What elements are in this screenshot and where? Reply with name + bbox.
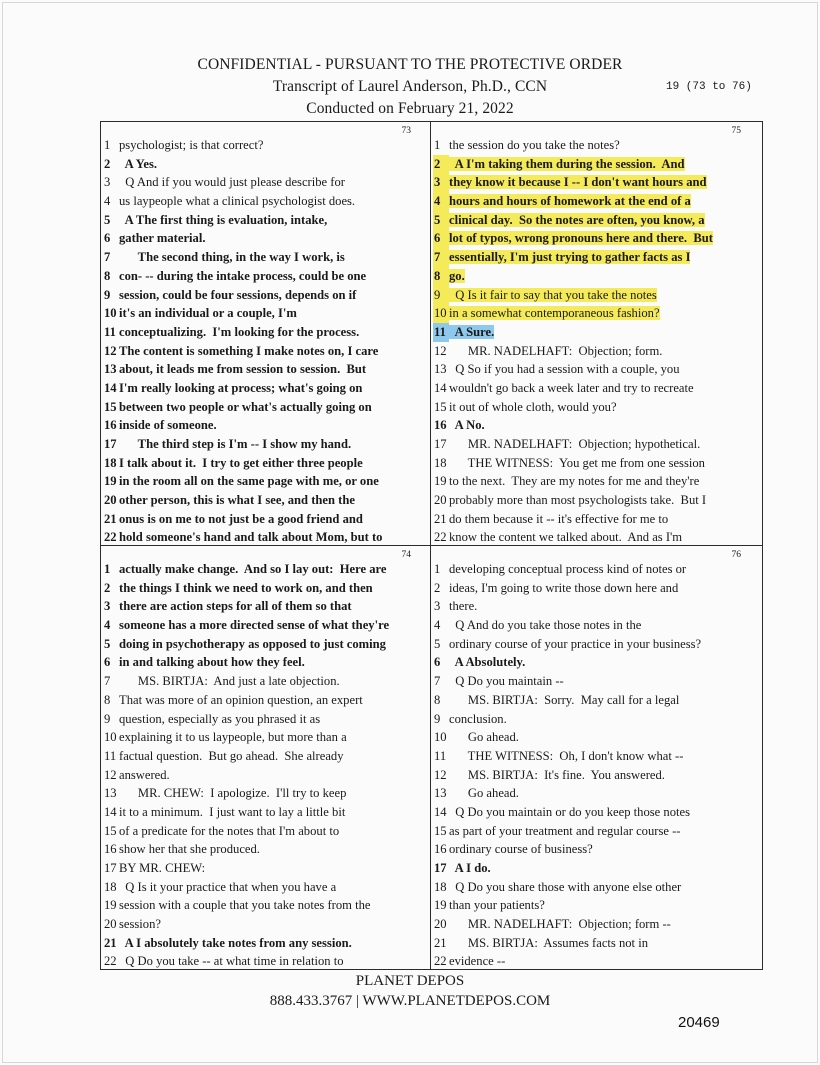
line-text: in the room all on the same page with me, or one (119, 474, 379, 489)
line-number: 22 (104, 530, 117, 545)
line-text: hold someone's hand and talk about Mom, but to (119, 530, 383, 545)
line-number: 5 (104, 636, 111, 651)
line-text: A I'm taking them during the session. And (449, 156, 685, 171)
line-number: 4 (434, 618, 441, 633)
line-number: 16 (104, 418, 117, 433)
line-number: 8 (434, 692, 441, 707)
line-number: 22 (434, 530, 447, 545)
line-number: 18 (104, 455, 117, 470)
transcript-line (103, 342, 429, 361)
line-number: 2 (434, 580, 441, 595)
line-text: doing in psychotherapy as opposed to just coming (119, 636, 386, 651)
transcript-line (103, 472, 429, 491)
line-text: onus is on me to not just be a good friend and (119, 511, 363, 526)
transcript-title: Transcript of Laurel Anderson, Ph.D., CCN (272, 78, 548, 95)
line-number: 11 (104, 748, 117, 763)
line-number: 9 (433, 286, 449, 305)
transcript-line (433, 915, 759, 934)
transcript-line (433, 136, 759, 155)
transcript-line (103, 560, 429, 579)
line-text: MS. BIRTJA: Sorry. May call for a legal (449, 692, 680, 707)
line-text: Q Is it fair to say that you take the notes (449, 287, 657, 302)
line-number: 9 (104, 711, 111, 726)
line-text: session? (119, 917, 161, 932)
transcript-line (103, 491, 429, 510)
transcript-line (433, 635, 759, 654)
transcript-line (433, 528, 759, 546)
line-number: 5 (433, 211, 449, 230)
transcript-line (103, 155, 429, 174)
line-text: ideas, I'm going to write those down here and (449, 580, 679, 595)
line-text: ordinary course of business? (449, 842, 593, 857)
transcript-line (433, 747, 759, 766)
transcript-line (103, 728, 429, 747)
line-number: 8 (104, 692, 111, 707)
line-number: 13 (104, 362, 117, 377)
transcript-line (103, 579, 429, 598)
line-number: 20 (104, 917, 117, 932)
line-text: MR. NADELHAFT: Objection; form. (449, 343, 663, 358)
line-text: the things I think we need to work on, and then (119, 580, 373, 595)
line-number: 15 (104, 399, 117, 414)
transcript-line (433, 379, 759, 398)
transcript-line (103, 454, 429, 473)
transcript-line (433, 822, 759, 841)
bates-number: 20469 (678, 1014, 720, 1031)
line-text: THE WITNESS: You get me from one session (449, 455, 705, 470)
line-number: 21 (434, 511, 447, 526)
transcript-line (103, 747, 429, 766)
line-number: 20 (434, 493, 447, 508)
line-text: MS. BIRTJA: It's fine. You answered. (449, 767, 665, 782)
transcript-lines (433, 136, 759, 546)
line-text: someone has a more directed sense of what they're (119, 618, 390, 633)
line-number: 15 (434, 823, 447, 838)
line-number: 21 (104, 511, 117, 526)
transcript-line (433, 286, 759, 305)
line-number: 6 (433, 229, 449, 248)
line-number: 17 (104, 437, 117, 451)
line-text: I talk about it. I try to get either three people (119, 455, 363, 470)
transcript-line (103, 672, 429, 691)
line-text: Q Do you share those with anyone else other (449, 879, 682, 894)
line-text: do them because it -- it's effective for me to (449, 511, 669, 526)
line-text: Q Do you maintain or do you keep those notes (449, 804, 690, 819)
transcript-line (433, 803, 759, 822)
line-number: 12 (434, 767, 447, 782)
line-text: answered. (119, 767, 170, 782)
line-text: us laypeople what a clinical psychologist does. (119, 194, 356, 209)
line-text: gather material. (119, 231, 206, 246)
deposition-date: Conducted on February 21, 2022 (306, 100, 514, 117)
transcript-line (103, 597, 429, 616)
transcript-line (433, 672, 759, 691)
line-number: 11 (104, 324, 116, 339)
line-text: BY MR. CHEW: (119, 861, 206, 875)
transcript-line (433, 728, 759, 747)
line-text: than your patients? (449, 898, 545, 913)
line-text: session with a couple that you take notes from the (119, 898, 371, 913)
transcript-line (103, 915, 429, 934)
line-text: Q Is it your practice that when you have a (119, 879, 337, 894)
line-text: A Absolutely. (449, 655, 526, 670)
transcript-line (433, 472, 759, 491)
transcript-line (103, 192, 429, 211)
transcript-line (103, 136, 429, 155)
line-number: 6 (104, 231, 111, 246)
line-number: 14 (104, 380, 117, 395)
transcript-line (103, 267, 429, 286)
line-number: 11 (434, 748, 447, 763)
transcript-line (103, 822, 429, 841)
line-text: other person, this is what I see, and then the (119, 493, 355, 508)
transcript-line (103, 528, 429, 546)
line-text: MR. CHEW: I apologize. I'll try to keep (119, 786, 347, 801)
transcript-line (433, 859, 759, 878)
transcript-line (103, 248, 429, 267)
transcript-line (103, 766, 429, 785)
transcript-line (433, 360, 759, 379)
line-number: 1 (104, 562, 111, 576)
transcript-page-75 (431, 122, 759, 546)
line-text: The second thing, in the way I work, is (119, 250, 345, 265)
line-text: That was more of an opinion question, an expert (119, 692, 363, 707)
line-text: evidence -- (449, 954, 506, 969)
line-number: 10 (104, 730, 117, 745)
transcript-line (433, 416, 759, 435)
line-text: Q So if you had a session with a couple, you (449, 362, 680, 377)
line-number: 22 (104, 954, 117, 969)
transcript-line (433, 934, 759, 953)
line-number: 18 (434, 879, 447, 894)
transcript-line (433, 342, 759, 361)
transcript-line (433, 784, 759, 803)
line-text: actually make change. And so I lay out: Here are (119, 562, 387, 576)
transcript-lines (433, 560, 759, 970)
line-text: in a somewhat contemporaneous fashion? (449, 306, 660, 321)
line-number: 6 (104, 655, 111, 670)
line-text: The third step is I'm -- I show my hand. (119, 437, 352, 451)
line-text: go. (449, 268, 465, 283)
transcript-line (103, 416, 429, 435)
line-number: 22 (434, 954, 447, 969)
transcript-line (103, 934, 429, 953)
line-text: ordinary course of your practice in your business? (449, 636, 702, 651)
transcript-line (103, 952, 429, 970)
transcript-line (433, 597, 759, 616)
line-text: The content is something I make notes on, I care (119, 343, 379, 358)
line-text: they know it because I -- I don't want hours and (449, 175, 707, 190)
transcript-line (103, 653, 429, 672)
line-text: know the content we talked about. And as I'm (449, 530, 683, 545)
transcript-line (433, 896, 759, 915)
line-number: 14 (104, 804, 117, 819)
transcript-page-73 (101, 122, 429, 546)
transcript-line (103, 211, 429, 230)
line-number: 16 (104, 842, 117, 857)
line-number: 8 (433, 267, 449, 286)
line-text: of a predicate for the notes that I'm about to (119, 823, 340, 838)
line-text: Go ahead. (449, 786, 519, 801)
line-number: 2 (104, 156, 111, 171)
transcript-line (433, 766, 759, 785)
line-number: 8 (104, 268, 111, 283)
line-number: 7 (434, 674, 441, 689)
line-text: A The first thing is evaluation, intake, (119, 212, 328, 227)
transcript-line (103, 896, 429, 915)
line-number: 4 (104, 194, 111, 209)
line-number: 19 (434, 474, 447, 489)
transcript-line (433, 653, 759, 672)
line-number: 21 (104, 935, 117, 950)
page-number: 75 (731, 126, 741, 136)
line-text: MS. BIRTJA: Assumes facts not in (449, 935, 649, 950)
transcript-line (433, 323, 759, 342)
line-text: conceptualizing. I'm looking for the process. (119, 324, 360, 339)
line-text: there are action steps for all of them so that (119, 599, 352, 614)
transcript-line (433, 579, 759, 598)
line-text: conclusion. (449, 711, 507, 726)
line-number: 19 (104, 474, 117, 489)
line-number: 18 (104, 879, 117, 894)
line-text: A No. (449, 418, 485, 433)
line-number: 10 (434, 730, 447, 745)
transcript-line (103, 803, 429, 822)
line-text: probably more than most psychologists take. But I (449, 493, 707, 508)
line-number: 1 (434, 138, 441, 152)
transcript-line (433, 211, 759, 230)
line-number: 13 (104, 786, 117, 801)
line-text: Q Do you take -- at what time in relation to (119, 954, 344, 969)
transcript-line (433, 510, 759, 529)
line-text: in and talking about how they feel. (119, 655, 305, 670)
line-text: Q And do you take those notes in the (449, 618, 642, 633)
line-text: A I do. (449, 861, 491, 875)
line-text: psychologist; is that correct? (119, 138, 264, 152)
line-text: lot of typos, wrong pronouns here and there. But (449, 231, 713, 246)
transcript-page-76 (431, 546, 759, 970)
footer-contact: 888.433.3767 | WWW.PLANETDEPOS.COM (269, 993, 551, 1009)
transcript-line (433, 691, 759, 710)
transcript-line (103, 635, 429, 654)
transcript-line (433, 840, 759, 859)
transcript-line (103, 304, 429, 323)
line-number: 1 (104, 138, 111, 152)
line-number: 7 (104, 250, 111, 265)
transcript-lines (103, 560, 429, 970)
line-text: there. (449, 599, 478, 614)
page-number: 74 (401, 550, 411, 560)
transcript-line (103, 859, 429, 878)
line-text: question, especially as you phrased it as (119, 711, 321, 726)
transcript-line (433, 155, 759, 174)
transcript-line (103, 691, 429, 710)
line-number: 3 (434, 599, 441, 614)
line-text: it's an individual or a couple, I'm (119, 306, 297, 321)
transcript-grid (100, 121, 763, 970)
transcript-line (103, 229, 429, 248)
transcript-page-74 (101, 546, 429, 970)
line-text: inside of someone. (119, 418, 217, 433)
transcript-line (103, 510, 429, 529)
line-number: 1 (434, 562, 441, 576)
line-text: about, it leads me from session to session. But (119, 362, 367, 377)
line-number: 13 (434, 786, 447, 801)
transcript-line (103, 616, 429, 635)
line-number: 2 (104, 580, 111, 595)
line-number: 17 (434, 861, 447, 875)
line-text: A Yes. (119, 156, 158, 171)
line-number: 14 (434, 804, 447, 819)
line-number: 14 (434, 380, 447, 395)
transcript-line (103, 360, 429, 379)
line-text: THE WITNESS: Oh, I don't know what -- (449, 748, 684, 763)
transcript-line (433, 192, 759, 211)
line-text: A I absolutely take notes from any session. (119, 935, 352, 950)
line-text: the session do you take the notes? (449, 138, 620, 152)
transcript-line (433, 952, 759, 970)
line-number: 7 (104, 674, 111, 689)
line-text: it out of whole cloth, would you? (449, 399, 617, 414)
line-number: 12 (104, 343, 117, 358)
line-number: 3 (433, 173, 449, 192)
transcript-lines (103, 136, 429, 546)
confidentiality-header: CONFIDENTIAL - PURSUANT TO THE PROTECTIVE ORDER (197, 56, 623, 73)
line-number: 17 (104, 861, 117, 875)
transcript-line (103, 435, 429, 454)
line-text: it to a minimum. I just want to lay a little bit (119, 804, 346, 819)
line-number: 16 (434, 842, 447, 857)
line-text: hours and hours of homework at the end of a (449, 194, 691, 209)
line-number: 12 (104, 767, 117, 782)
line-number: 20 (104, 493, 117, 508)
line-text: MS. BIRTJA: And just a late objection. (119, 674, 340, 689)
line-number: 15 (434, 399, 447, 414)
transcript-line (433, 229, 759, 248)
line-text: essentially, I'm just trying to gather facts as I (449, 250, 691, 265)
line-text: Q Do you maintain -- (449, 674, 564, 689)
line-text: MR. NADELHAFT: Objection; hypothetical. (449, 437, 701, 451)
line-number: 5 (104, 212, 111, 227)
line-number: 17 (434, 437, 447, 451)
line-number: 6 (434, 655, 441, 670)
line-text: Go ahead. (449, 730, 519, 745)
line-number: 4 (104, 618, 111, 633)
transcript-line (103, 398, 429, 417)
line-text: wouldn't go back a week later and try to recreate (449, 380, 694, 395)
line-number: 12 (434, 343, 447, 358)
transcript-line (103, 710, 429, 729)
line-text: I'm really looking at process; what's going on (119, 380, 363, 395)
line-number: 2 (433, 155, 449, 174)
line-text: clinical day. So the notes are often, you know, a (449, 212, 705, 227)
transcript-line (433, 398, 759, 417)
line-text: MR. NADELHAFT: Objection; form -- (449, 917, 671, 932)
transcript-line (103, 784, 429, 803)
line-number: 4 (433, 192, 449, 211)
line-number: 3 (104, 175, 111, 190)
transcript-line (103, 878, 429, 897)
transcript-line (103, 379, 429, 398)
line-number: 7 (433, 248, 449, 267)
line-number: 15 (104, 823, 117, 838)
line-number: 11 (433, 323, 449, 342)
line-number: 20 (434, 917, 447, 932)
transcript-line (433, 267, 759, 286)
transcript-line (433, 491, 759, 510)
transcript-line (433, 878, 759, 897)
transcript-line (103, 173, 429, 192)
line-number: 16 (434, 418, 447, 433)
transcript-line (433, 248, 759, 267)
line-text: explaining it to us laypeople, but more than a (119, 730, 347, 745)
line-number: 18 (434, 455, 447, 470)
transcript-line (433, 173, 759, 192)
line-number: 10 (433, 304, 449, 323)
line-number: 19 (104, 898, 117, 913)
line-text: con- -- during the intake process, could be one (119, 268, 367, 283)
line-text: as part of your treatment and regular course -- (449, 823, 681, 838)
transcript-line (103, 840, 429, 859)
line-number: 10 (104, 306, 117, 321)
page-number: 76 (731, 550, 741, 560)
line-text: factual question. But go ahead. She already (119, 748, 344, 763)
line-text: Q And if you would just please describe for (119, 175, 345, 190)
line-text: session, could be four sessions, depends on if (119, 287, 357, 302)
line-text: show her that she produced. (119, 842, 260, 857)
page-number: 73 (401, 126, 411, 136)
line-text: to the next. They are my notes for me and they're (449, 474, 700, 489)
transcript-line (103, 323, 429, 342)
transcript-line (433, 560, 759, 579)
line-number: 21 (434, 935, 447, 950)
line-number: 3 (104, 599, 111, 614)
line-number: 9 (104, 287, 111, 302)
line-text: developing conceptual process kind of notes or (449, 562, 687, 576)
line-number: 5 (434, 636, 441, 651)
line-text: A Sure. (449, 324, 495, 339)
transcript-line (433, 304, 759, 323)
line-number: 19 (434, 898, 447, 913)
transcript-line (433, 435, 759, 454)
line-text: between two people or what's actually going on (119, 399, 372, 414)
transcript-line (433, 710, 759, 729)
transcript-line (103, 286, 429, 305)
line-number: 13 (434, 362, 447, 377)
line-number: 9 (434, 711, 441, 726)
footer-company: PLANET DEPOS (355, 973, 465, 989)
transcript-line (433, 454, 759, 473)
transcript-line (433, 616, 759, 635)
page-reference: 19 (73 to 76) (666, 81, 752, 93)
